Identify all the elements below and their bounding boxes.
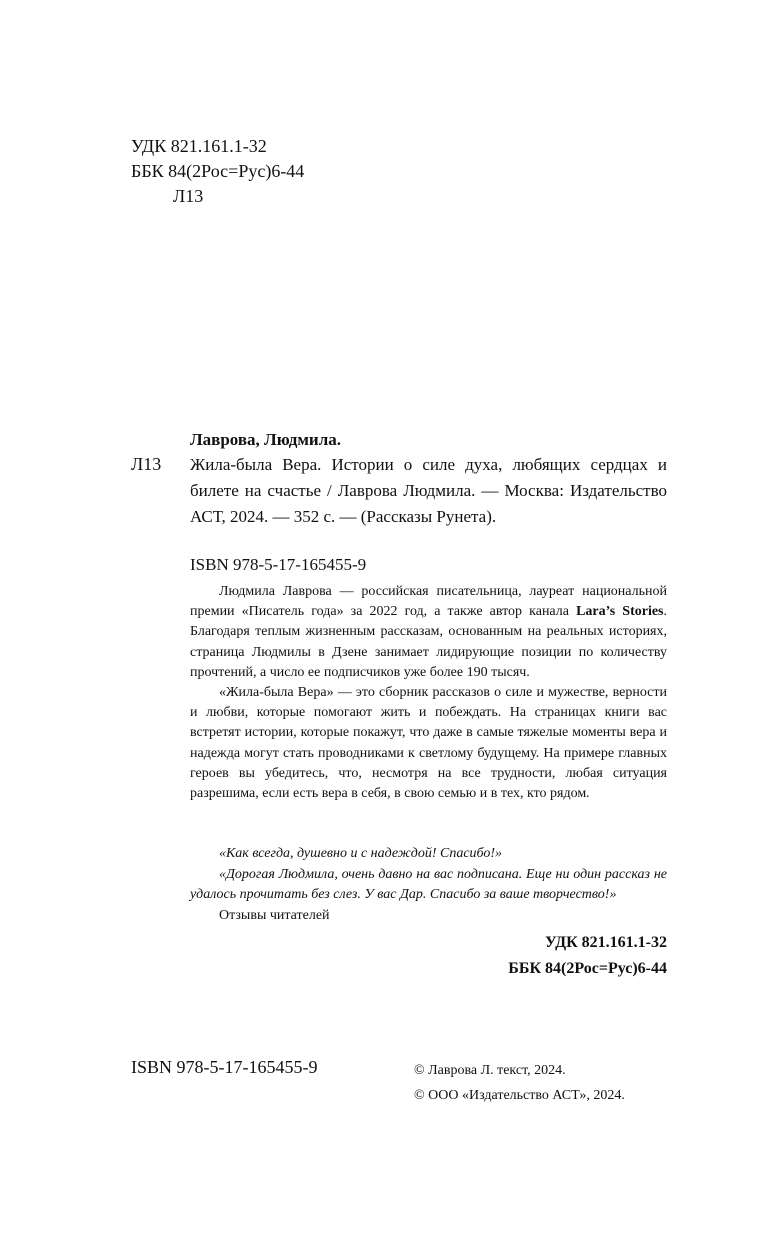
review-quote: «Как всегда, душевно и с надеждой! Спасибо!» xyxy=(219,846,503,861)
review-source: Отзывы читателей xyxy=(219,907,330,923)
entry-author: Лаврова, Людмила. xyxy=(190,430,342,449)
entry-classification-codes xyxy=(508,930,667,982)
copyright-author: © Лаврова Л. текст, 2024. xyxy=(414,1063,566,1078)
abstract-paragraph: «Жила-была Вера» — это сборник рассказов о силе и мужестве, верности и любви, которые помогают жить и побеждать. На страницах книги вас встретят истории, которые покажут, что даже в самые тяжелые моменты вера и надежда могут стать проводниками к светлому будущему. На примере главных героев вы убедитесь, что, несмотря на все трудности, любая ситуация разрешима, если есть вера в себя, в свою семью и в тех, кто рядом. xyxy=(190,685,667,802)
copyright-publisher: © ООО «Издательство АСТ», 2024. xyxy=(414,1088,625,1103)
abstract xyxy=(190,582,667,804)
bibliographic-description xyxy=(190,452,667,530)
bottom-isbn: ISBN 978-5-17-165455-9 xyxy=(131,1057,318,1077)
entry-author-mark: Л13 xyxy=(131,454,162,474)
abstract-paragraph: Людмила Лаврова — российская писательница, лауреат национальной премии «Писатель года» за 2022 год, а также автор канала Lara’s Stories. Благодаря теплым жизненным рассказам, основанным на реальных историях, страница Людмилы в Дзене занимает лидирующие позиции по количеству прочтений, а число ее подписчиков уже более 190 тысяч. xyxy=(190,584,667,680)
top-classification-codes xyxy=(131,134,304,209)
description-text: Жила-была Вера. Истории о силе духа, любящих сердцах и билете на счастье / Лаврова Людмила. — Москва: Издательство АСТ, 2024. — 352 с. — (Рассказы Рунета). xyxy=(190,455,667,526)
udk-code: УДК 821.161.1-32 xyxy=(131,136,267,156)
author-mark: Л13 xyxy=(173,186,204,206)
entry-udk: УДК 821.161.1-32 xyxy=(544,934,667,951)
bbk-code: ББК 84(2Рос=Рус)6-44 xyxy=(131,161,305,181)
entry-isbn: ISBN 978-5-17-165455-9 xyxy=(190,555,367,574)
reader-reviews xyxy=(190,844,667,926)
entry-bbk: ББК 84(2Рос=Рус)6-44 xyxy=(508,960,667,977)
copyright-block xyxy=(414,1058,625,1108)
review-quote: «Дорогая Людмила, очень давно на вас подписана. Еще ни один рассказ не удалось прочитать без слез. У вас Дар. Спасибо за ваше творчество!» xyxy=(190,866,667,902)
channel-name: Lara’s Stories xyxy=(576,604,664,620)
